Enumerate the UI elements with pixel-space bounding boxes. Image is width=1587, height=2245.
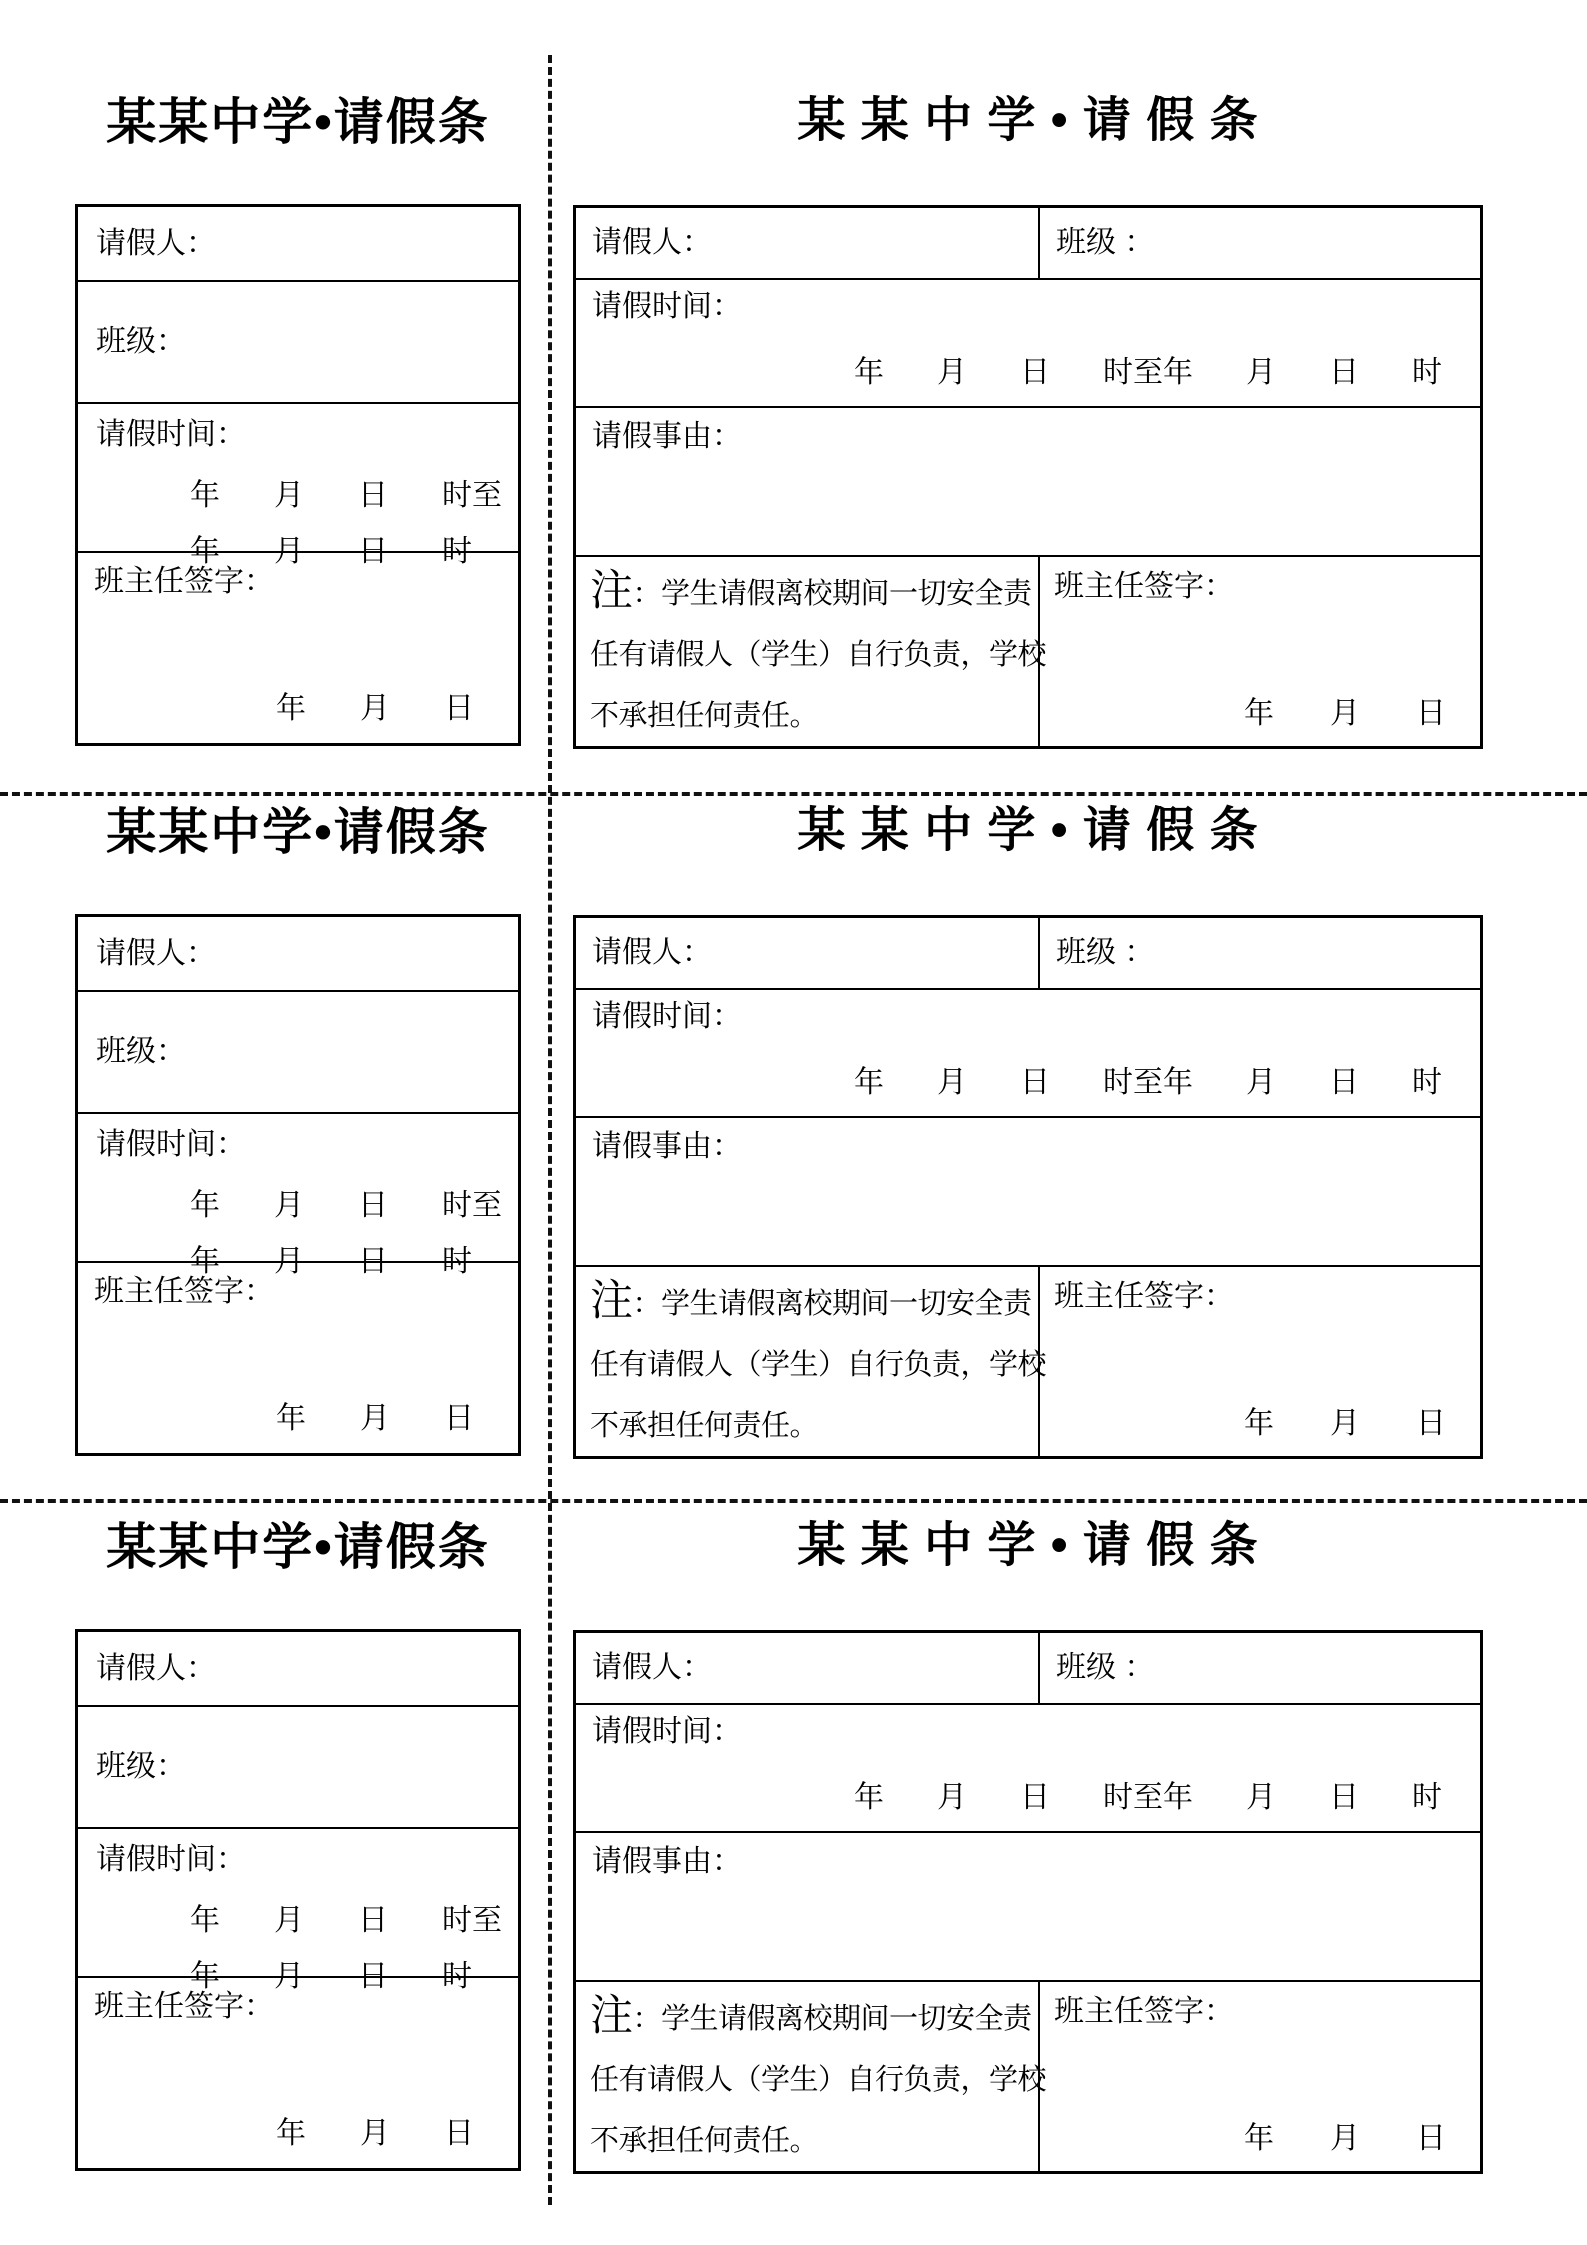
date-token: 月 xyxy=(937,1065,967,1099)
slip-title: 某 某 中 学 • 请 假 条 xyxy=(797,94,1259,147)
date-token: 时至年 xyxy=(1103,1780,1193,1814)
date-token: 日 xyxy=(358,1189,388,1222)
time-date-line xyxy=(576,347,1480,391)
date-token: 月 xyxy=(360,692,390,725)
date-token: 年 xyxy=(190,479,220,512)
date-token: 年 xyxy=(1244,2121,1274,2155)
date-token: 月 xyxy=(274,535,304,568)
field-row-note-signature xyxy=(576,555,1480,746)
signature-cell xyxy=(1040,1982,1480,2171)
date-token: 时 xyxy=(1412,1780,1442,1814)
date-token: 年 xyxy=(190,535,220,568)
slip-row-3 xyxy=(0,1501,1587,2245)
class-cell xyxy=(1040,1633,1480,1703)
requester-cell xyxy=(576,208,1040,278)
field-row-requester-class xyxy=(576,1633,1480,1703)
note-line: 任有请假人（学生）自行负责，学校 xyxy=(590,2063,1047,2096)
date-token: 日 xyxy=(1329,1065,1359,1099)
note-line: 任有请假人（学生）自行负责，学校 xyxy=(590,1348,1047,1381)
date-token: 时至年 xyxy=(1103,355,1193,389)
slip-title: 某某中学•请假条 xyxy=(106,1519,490,1575)
date-token: 日 xyxy=(1020,1065,1050,1099)
leave-slip-right xyxy=(573,804,1483,1459)
slip-title: 某 某 中 学 • 请 假 条 xyxy=(797,804,1259,857)
signature-label: 班主任签字： xyxy=(94,1275,274,1308)
note-line: 不承担任何责任。 xyxy=(590,2124,819,2157)
time-label: 请假时间： xyxy=(96,1843,246,1876)
leave-slip-left xyxy=(75,94,521,746)
date-token: 月 xyxy=(1246,1780,1276,1814)
date-token: 时至 xyxy=(442,1904,502,1937)
date-token: 时 xyxy=(442,1245,472,1278)
date-token: 月 xyxy=(937,1780,967,1814)
leave-slip-right xyxy=(573,1519,1483,2174)
note-mark: 注 xyxy=(590,1991,633,2040)
date-token: 月 xyxy=(274,1245,304,1278)
time-label: 请假时间： xyxy=(592,289,742,323)
reason-label: 请假事由： xyxy=(592,419,742,453)
field-row-time xyxy=(78,402,518,568)
field-row-signature xyxy=(78,551,518,741)
date-token: 月 xyxy=(274,1904,304,1937)
class-cell xyxy=(1040,918,1480,988)
class-label: 班级 ： xyxy=(1056,225,1155,259)
signature-date-line xyxy=(1040,1398,1480,1442)
field-row-signature xyxy=(78,1976,518,2166)
field-row-time xyxy=(576,278,1480,406)
leave-slip-box xyxy=(75,914,521,1456)
signature-date-line xyxy=(1040,688,1480,732)
note-cell xyxy=(576,1982,1047,2171)
field-row-class xyxy=(78,1705,518,1827)
note-line: 任有请假人（学生）自行负责，学校 xyxy=(590,638,1047,671)
signature-label: 班主任签字： xyxy=(94,1990,274,2023)
time-label: 请假时间： xyxy=(592,1714,742,1748)
note-line xyxy=(590,561,1030,625)
field-row-time xyxy=(78,1827,518,1993)
date-token: 年 xyxy=(854,355,884,389)
date-token: 年 xyxy=(854,1780,884,1814)
date-token: 月 xyxy=(274,1189,304,1222)
note-line xyxy=(590,1271,1030,1335)
date-token: 月 xyxy=(1330,2121,1360,2155)
class-label: 班级 ： xyxy=(1056,935,1155,969)
date-token: 时 xyxy=(442,1960,472,1993)
signature-label: 班主任签字： xyxy=(1054,1279,1234,1313)
date-token: 月 xyxy=(1246,1065,1276,1099)
date-token: 日 xyxy=(444,2117,474,2150)
date-token: 月 xyxy=(274,1960,304,1993)
date-token: 时 xyxy=(1412,355,1442,389)
field-row-reason xyxy=(576,1831,1480,1980)
time-date-line-1 xyxy=(78,470,518,514)
date-token: 月 xyxy=(360,1402,390,1435)
slip-row-2 xyxy=(0,794,1587,1501)
time-label: 请假时间： xyxy=(96,418,246,451)
slip-row-1 xyxy=(0,0,1587,794)
date-token: 月 xyxy=(1330,1406,1360,1440)
date-token: 年 xyxy=(190,1245,220,1278)
date-token: 月 xyxy=(274,479,304,512)
field-row-note-signature xyxy=(576,1265,1480,1456)
requester-label: 请假人： xyxy=(592,935,712,969)
time-date-line-1 xyxy=(78,1180,518,1224)
date-token: 月 xyxy=(1246,355,1276,389)
leave-slip-right xyxy=(573,94,1483,749)
note-line xyxy=(590,1986,1030,2050)
time-label: 请假时间： xyxy=(96,1128,246,1161)
leave-slip-box xyxy=(573,205,1483,749)
time-date-line xyxy=(576,1057,1480,1101)
class-cell xyxy=(1040,208,1480,278)
signature-label: 班主任签字： xyxy=(1054,569,1234,603)
date-token: 日 xyxy=(1416,1406,1446,1440)
field-row-class xyxy=(78,280,518,402)
date-token: 日 xyxy=(1020,355,1050,389)
field-row-note-signature xyxy=(576,1980,1480,2171)
signature-label: 班主任签字： xyxy=(94,565,274,598)
class-label: 班级 ： xyxy=(1056,1650,1155,1684)
field-row-requester-class xyxy=(576,208,1480,278)
date-token: 月 xyxy=(360,2117,390,2150)
note-cell xyxy=(576,557,1047,746)
time-label: 请假时间： xyxy=(592,999,742,1033)
date-token: 日 xyxy=(1329,355,1359,389)
slip-title: 某某中学•请假条 xyxy=(106,94,490,150)
date-token: 年 xyxy=(276,2117,306,2150)
date-token: 日 xyxy=(358,1904,388,1937)
date-token: 日 xyxy=(1416,696,1446,730)
requester-label: 请假人： xyxy=(96,226,216,260)
date-token: 日 xyxy=(1020,1780,1050,1814)
requester-label: 请假人： xyxy=(592,225,712,259)
class-label: 班级： xyxy=(96,1750,186,1783)
field-row-requester xyxy=(78,207,518,280)
note-line: 不承担任何责任。 xyxy=(590,699,819,732)
reason-label: 请假事由： xyxy=(592,1844,742,1878)
field-row-signature xyxy=(78,1261,518,1451)
date-token: 时至 xyxy=(442,1189,502,1222)
date-token: 年 xyxy=(190,1904,220,1937)
date-token: 年 xyxy=(190,1960,220,1993)
date-token: 日 xyxy=(1416,2121,1446,2155)
date-token: 月 xyxy=(1330,696,1360,730)
date-token: 年 xyxy=(1244,696,1274,730)
leave-slip-box xyxy=(573,1630,1483,2174)
date-token: 年 xyxy=(854,1065,884,1099)
field-row-class xyxy=(78,990,518,1112)
date-token: 日 xyxy=(358,1245,388,1278)
signature-label: 班主任签字： xyxy=(1054,1994,1234,2028)
note-mark: 注 xyxy=(590,1276,633,1325)
time-date-line-1 xyxy=(78,1895,518,1939)
note-mark: 注 xyxy=(590,566,633,615)
date-token: 年 xyxy=(276,1402,306,1435)
requester-label: 请假人： xyxy=(96,1651,216,1685)
note-text: ：学生请假离校期间一切安全责 xyxy=(632,1287,1032,1320)
date-token: 时 xyxy=(442,535,472,568)
leave-slip-box xyxy=(75,1629,521,2171)
date-token: 日 xyxy=(358,1960,388,1993)
field-row-reason xyxy=(576,406,1480,555)
note-line: 不承担任何责任。 xyxy=(590,1409,819,1442)
date-token: 日 xyxy=(358,535,388,568)
leave-slip-box xyxy=(75,204,521,746)
signature-cell xyxy=(1040,1267,1480,1456)
requester-label: 请假人： xyxy=(592,1650,712,1684)
date-token: 时 xyxy=(1412,1065,1442,1099)
class-label: 班级： xyxy=(96,325,186,358)
leave-slip-box xyxy=(573,915,1483,1459)
time-date-line xyxy=(576,1772,1480,1816)
slip-title: 某某中学•请假条 xyxy=(106,804,490,860)
requester-label: 请假人： xyxy=(96,936,216,970)
date-token: 日 xyxy=(358,479,388,512)
date-token: 年 xyxy=(1244,1406,1274,1440)
note-cell xyxy=(576,1267,1047,1456)
field-row-time xyxy=(576,988,1480,1116)
requester-cell xyxy=(576,918,1040,988)
slip-title: 某 某 中 学 • 请 假 条 xyxy=(797,1519,1259,1572)
requester-cell xyxy=(576,1633,1040,1703)
note-text: ：学生请假离校期间一切安全责 xyxy=(632,2002,1032,2035)
leave-slip-left xyxy=(75,804,521,1456)
field-row-reason xyxy=(576,1116,1480,1265)
field-row-requester xyxy=(78,1632,518,1705)
reason-label: 请假事由： xyxy=(592,1129,742,1163)
signature-cell xyxy=(1040,557,1480,746)
class-label: 班级： xyxy=(96,1035,186,1068)
date-token: 时至 xyxy=(442,479,502,512)
date-token: 日 xyxy=(1329,1780,1359,1814)
leave-slip-left xyxy=(75,1519,521,2171)
field-row-time xyxy=(576,1703,1480,1831)
signature-date-line xyxy=(78,2108,518,2152)
date-token: 年 xyxy=(276,692,306,725)
field-row-time xyxy=(78,1112,518,1278)
date-token: 日 xyxy=(444,1402,474,1435)
date-token: 时至年 xyxy=(1103,1065,1193,1099)
signature-date-line xyxy=(78,1393,518,1437)
note-text: ：学生请假离校期间一切安全责 xyxy=(632,577,1032,610)
date-token: 年 xyxy=(190,1189,220,1222)
signature-date-line xyxy=(78,683,518,727)
date-token: 日 xyxy=(444,692,474,725)
date-token: 月 xyxy=(937,355,967,389)
signature-date-line xyxy=(1040,2113,1480,2157)
field-row-requester-class xyxy=(576,918,1480,988)
field-row-requester xyxy=(78,917,518,990)
